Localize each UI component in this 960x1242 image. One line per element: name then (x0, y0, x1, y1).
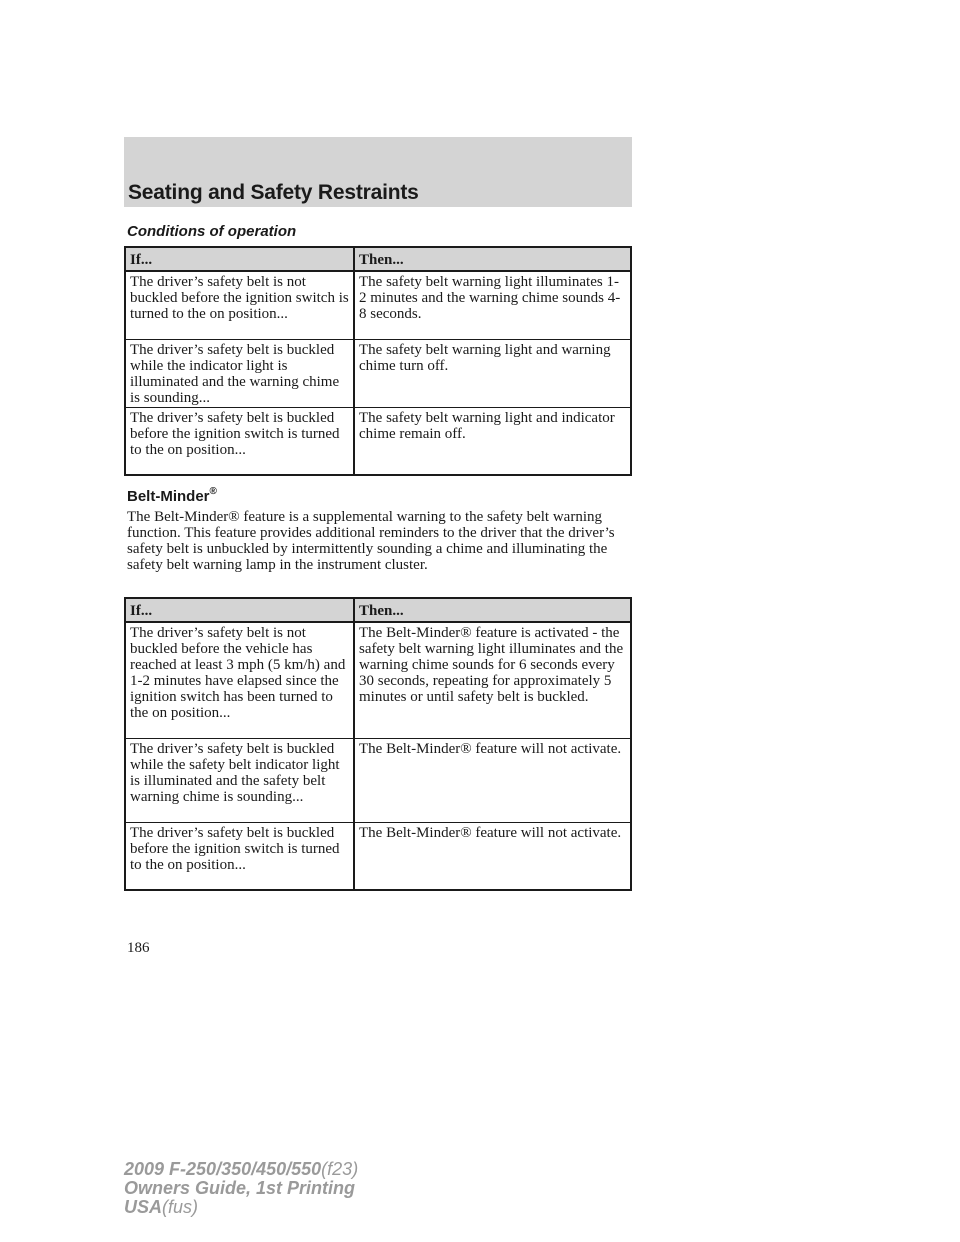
conditions-table (124, 246, 632, 476)
result-cell: The Belt-Minder® feature will not activate. (354, 822, 631, 890)
page-section-title: Seating and Safety Restraints (128, 181, 419, 204)
condition-cell: The driver’s safety belt is buckled before the ignition switch is turned to the on position... (125, 407, 354, 475)
column-header-if: If... (125, 598, 354, 622)
belt-minder-heading (127, 488, 217, 505)
table-row (125, 738, 631, 822)
table-row (125, 339, 631, 407)
column-header-if: If... (125, 247, 354, 271)
result-cell: The Belt-Minder® feature will not activate. (354, 738, 631, 822)
result-cell: The safety belt warning light and indicator chime remain off. (354, 407, 631, 475)
table-header-row (125, 598, 631, 622)
footer-edition: Owners Guide, 1st Printing (124, 1178, 356, 1198)
belt-minder-paragraph: The Belt-Minder® feature is a supplemental warning to the safety belt warning function. This feature provides additional reminders to the driver that the driver’s safety belt is unbuckled by intermittently sounding a chime and illuminating the safety belt warning lamp in the instrument cluster. (127, 509, 615, 573)
table-row (125, 822, 631, 890)
column-header-then: Then... (354, 247, 631, 271)
result-cell: The safety belt warning light and warning chime turn off. (354, 339, 631, 407)
footer-model-code: (f23) (321, 1159, 359, 1179)
belt-minder-table (124, 597, 632, 891)
footer-market: USA (124, 1197, 163, 1217)
section-header-band (124, 137, 632, 207)
footer-model: 2009 F-250/350/450/550 (124, 1159, 322, 1179)
footer-market-code: (fus) (162, 1197, 199, 1217)
footer-line-1 (124, 1160, 358, 1179)
footer-line-3 (124, 1198, 358, 1217)
condition-cell: The driver’s safety belt is buckled while the indicator light is illuminated and the warning chime is sounding... (125, 339, 354, 407)
page-number: 186 (127, 940, 150, 956)
column-header-then: Then... (354, 598, 631, 622)
condition-cell: The driver’s safety belt is not buckled before the vehicle has reached at least 3 mph (5 km/h) and 1-2 minutes have elapsed since the ignition switch has been turned to the on position... (125, 622, 354, 738)
table-header-row (125, 247, 631, 271)
condition-cell: The driver’s safety belt is buckled while the safety belt indicator light is illuminated and the safety belt warning chime is sounding... (125, 738, 354, 822)
table-row (125, 271, 631, 339)
table-row (125, 622, 631, 738)
belt-minder-heading-text: Belt-Minder (127, 488, 210, 505)
print-footer (124, 1160, 358, 1217)
result-cell: The safety belt warning light illuminates 1-2 minutes and the warning chime sounds 4-8 seconds. (354, 271, 631, 339)
footer-line-2 (124, 1179, 358, 1198)
conditions-heading: Conditions of operation (127, 223, 297, 240)
table-row (125, 407, 631, 475)
condition-cell: The driver’s safety belt is buckled before the ignition switch is turned to the on position... (125, 822, 354, 890)
result-cell: The Belt-Minder® feature is activated - the safety belt warning light illuminates and the warning chime sounds for 6 seconds every 30 seconds, repeating for approximately 5 minutes or until safety belt is buckled. (354, 622, 631, 738)
registered-mark: ® (209, 486, 217, 497)
condition-cell: The driver’s safety belt is not buckled before the ignition switch is turned to the on position... (125, 271, 354, 339)
